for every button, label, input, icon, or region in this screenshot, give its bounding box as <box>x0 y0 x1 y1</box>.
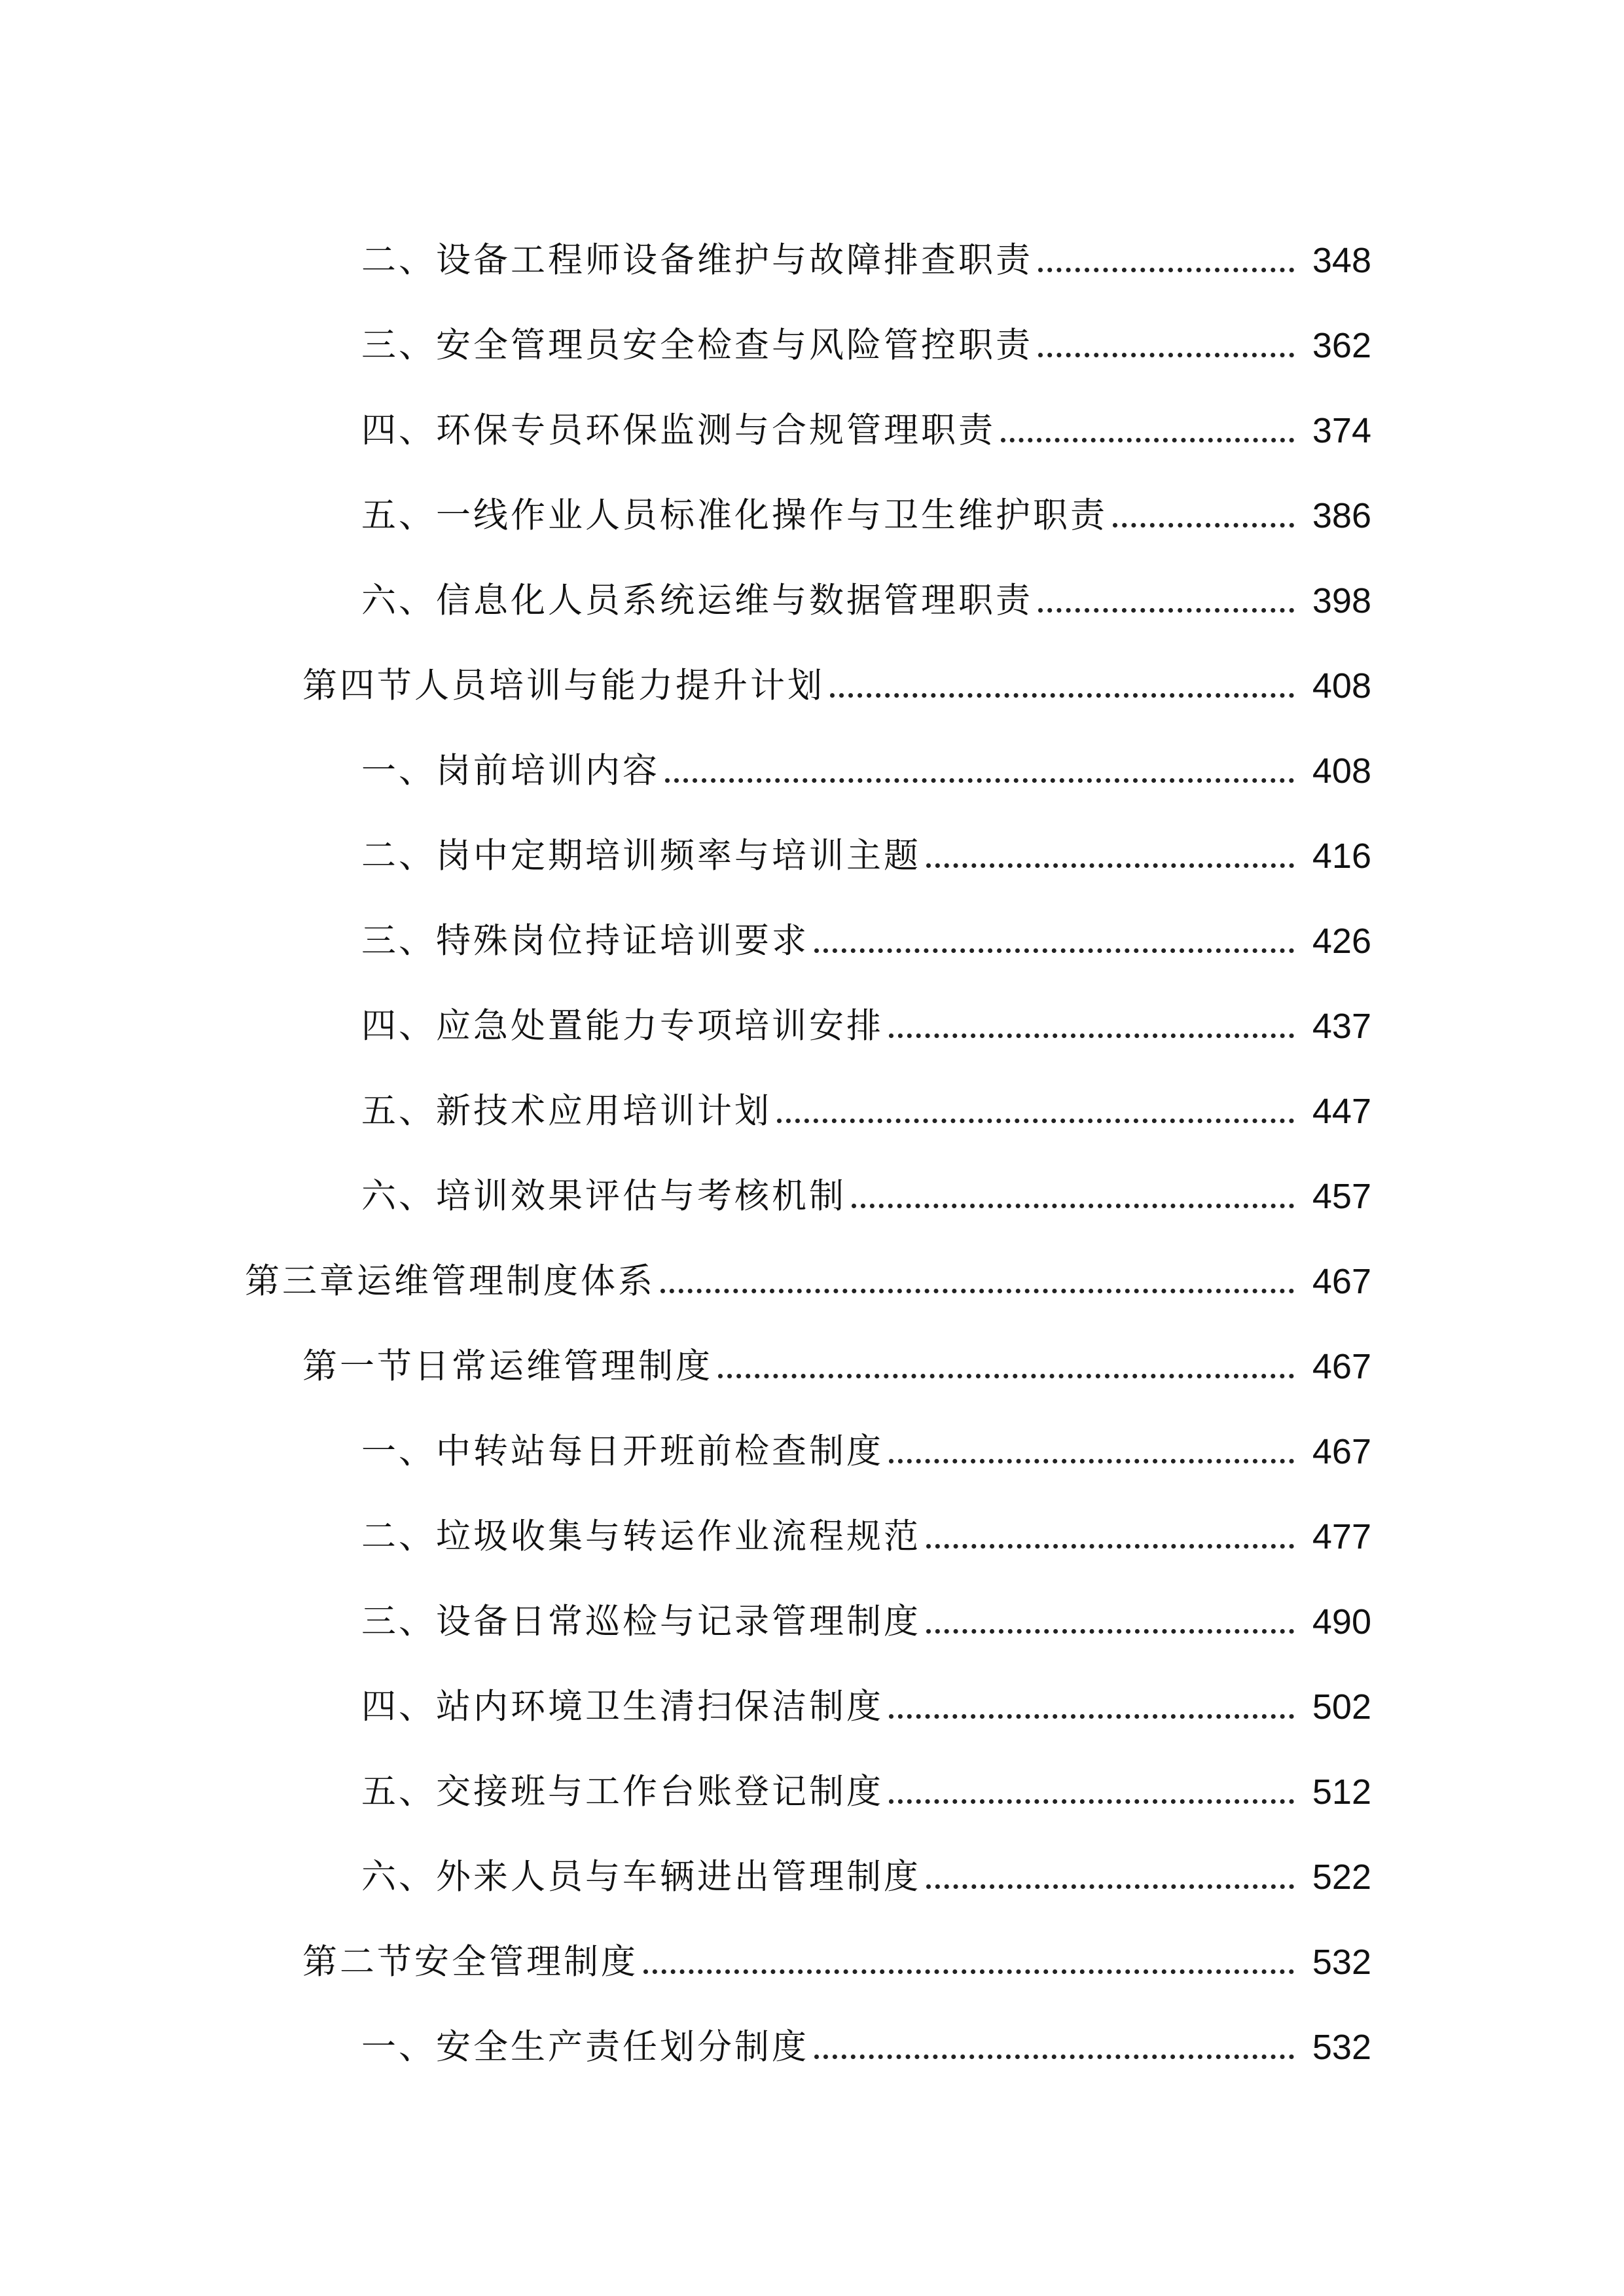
toc-entry-page-number: 457 <box>1312 1177 1371 1216</box>
toc-entry[interactable] <box>0 281 1624 367</box>
toc-entry-title: 四、环保专员环保监测与合规管理职责 <box>361 410 996 450</box>
toc-dot-leader <box>1001 438 1294 442</box>
toc-dot-leader <box>926 1544 1294 1549</box>
toc-entry-page-number: 532 <box>1312 1943 1371 1982</box>
toc-entry[interactable] <box>0 1643 1624 1728</box>
toc-entry-title: 二、设备工程师设备维护与故障排查职责 <box>361 240 1033 280</box>
toc-entry[interactable] <box>0 196 1624 281</box>
toc-dot-leader <box>718 1374 1294 1378</box>
toc-entry-page-number: 522 <box>1312 1857 1371 1897</box>
toc-dot-leader <box>926 863 1294 868</box>
toc-dot-leader <box>660 1289 1294 1293</box>
toc-dot-leader <box>665 778 1294 783</box>
toc-dot-leader <box>643 1969 1294 1974</box>
toc-dot-leader <box>777 1119 1294 1123</box>
toc-entry-title: 一、岗前培训内容 <box>361 751 660 791</box>
toc-entry[interactable] <box>0 537 1624 622</box>
toc-entry-title: 五、新技术应用培训计划 <box>361 1091 772 1131</box>
toc-entry[interactable] <box>0 1558 1624 1643</box>
toc-entry-page-number: 512 <box>1312 1772 1371 1812</box>
toc-entry[interactable] <box>0 1132 1624 1217</box>
toc-entry-title: 二、岗中定期培训频率与培训主题 <box>361 836 921 876</box>
toc-entry-title: 一、中转站每日开班前检查制度 <box>361 1431 884 1471</box>
toc-dot-leader <box>889 1459 1294 1463</box>
toc-entry-title: 五、交接班与工作台账登记制度 <box>361 1772 884 1812</box>
toc-entry-page-number: 467 <box>1312 1347 1371 1386</box>
toc-entry[interactable] <box>0 452 1624 537</box>
toc-entry-page-number: 408 <box>1312 666 1371 706</box>
toc-entry-title: 二、垃圾收集与转运作业流程规范 <box>361 1516 921 1556</box>
toc-dot-leader <box>1038 353 1294 357</box>
toc-entry-page-number: 447 <box>1312 1092 1371 1131</box>
toc-entry-title: 四、站内环境卫生清扫保洁制度 <box>361 1687 884 1727</box>
toc-entry-page-number: 386 <box>1312 496 1371 535</box>
toc-entry-title: 六、培训效果评估与考核机制 <box>361 1176 846 1216</box>
toc-dot-leader <box>889 1033 1294 1038</box>
toc-entry-page-number: 426 <box>1312 922 1371 961</box>
toc-entry[interactable] <box>0 792 1624 877</box>
toc-entry-title: 三、安全管理员安全检查与风险管控职责 <box>361 325 1033 365</box>
toc-entry-page-number: 374 <box>1312 411 1371 450</box>
toc-entry[interactable] <box>0 1813 1624 1898</box>
toc-dot-leader <box>1038 268 1294 272</box>
toc-entry-title: 一、安全生产责任划分制度 <box>361 2027 809 2067</box>
toc-entry-page-number: 502 <box>1312 1687 1371 1727</box>
toc-dot-leader <box>1038 608 1294 613</box>
toc-entry[interactable] <box>0 1047 1624 1132</box>
table-of-contents <box>0 196 1624 2068</box>
toc-entry[interactable] <box>0 1302 1624 1388</box>
toc-entry[interactable] <box>0 622 1624 707</box>
toc-dot-leader <box>814 948 1294 953</box>
toc-entry-title: 第三章运维管理制度体系 <box>245 1261 655 1301</box>
toc-entry[interactable] <box>0 1728 1624 1813</box>
toc-entry-page-number: 532 <box>1312 2028 1371 2067</box>
toc-dot-leader <box>889 1714 1294 1719</box>
toc-entry[interactable] <box>0 877 1624 962</box>
toc-entry-page-number: 398 <box>1312 581 1371 620</box>
toc-entry-page-number: 467 <box>1312 1262 1371 1301</box>
toc-entry[interactable] <box>0 1473 1624 1558</box>
toc-entry-title: 三、特殊岗位持证培训要求 <box>361 921 809 961</box>
toc-entry-page-number: 477 <box>1312 1517 1371 1556</box>
toc-entry[interactable] <box>0 962 1624 1047</box>
toc-entry-page-number: 416 <box>1312 836 1371 876</box>
toc-entry-title: 第一节日常运维管理制度 <box>302 1346 713 1386</box>
toc-dot-leader <box>889 1799 1294 1804</box>
toc-entry[interactable] <box>0 1217 1624 1302</box>
toc-entry-title: 五、一线作业人员标准化操作与卫生维护职责 <box>361 495 1108 535</box>
toc-entry-title: 第二节安全管理制度 <box>302 1942 638 1982</box>
toc-entry-page-number: 490 <box>1312 1602 1371 1641</box>
toc-entry-page-number: 348 <box>1312 241 1371 280</box>
toc-entry[interactable] <box>0 707 1624 792</box>
toc-entry-title: 第四节人员培训与能力提升计划 <box>302 666 825 706</box>
toc-entry[interactable] <box>0 1898 1624 1983</box>
toc-entry[interactable] <box>0 1983 1624 2068</box>
toc-entry[interactable] <box>0 1388 1624 1473</box>
toc-entry-page-number: 467 <box>1312 1432 1371 1471</box>
toc-entry-title: 四、应急处置能力专项培训安排 <box>361 1006 884 1046</box>
toc-entry-title: 六、外来人员与车辆进出管理制度 <box>361 1857 921 1897</box>
toc-dot-leader <box>926 1629 1294 1634</box>
toc-entry-title: 三、设备日常巡检与记录管理制度 <box>361 1602 921 1641</box>
toc-dot-leader <box>926 1884 1294 1889</box>
toc-dot-leader <box>852 1204 1294 1208</box>
toc-entry-page-number: 408 <box>1312 751 1371 791</box>
toc-entry-page-number: 437 <box>1312 1007 1371 1046</box>
toc-dot-leader <box>1113 523 1294 528</box>
toc-entry-page-number: 362 <box>1312 326 1371 365</box>
toc-entry-title: 六、信息化人员系统运维与数据管理职责 <box>361 581 1033 620</box>
toc-dot-leader <box>814 2054 1294 2059</box>
toc-entry[interactable] <box>0 367 1624 452</box>
toc-dot-leader <box>830 693 1294 698</box>
